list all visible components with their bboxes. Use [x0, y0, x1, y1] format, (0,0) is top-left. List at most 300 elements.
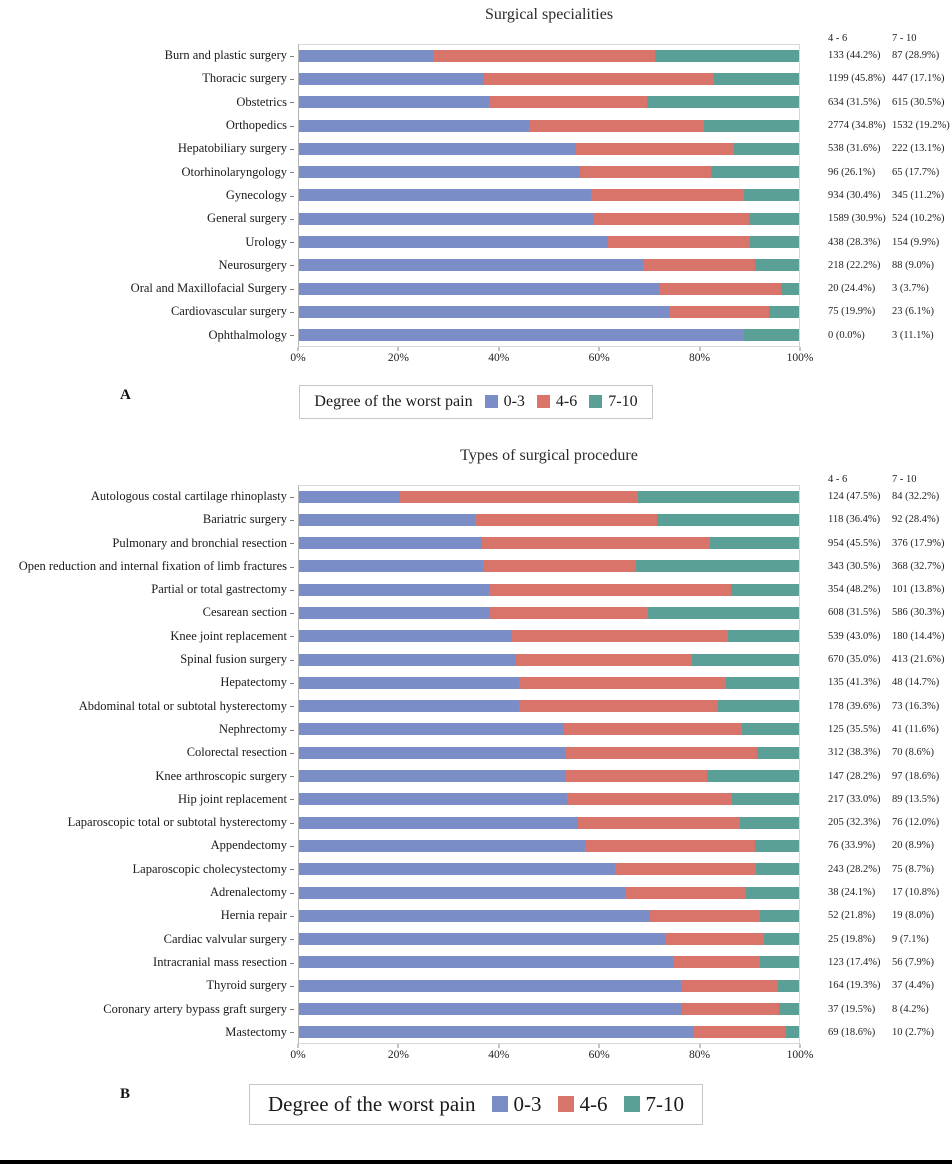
bar-segment-4-6 — [580, 166, 711, 178]
annotation-7-10: 180 (14.4%) — [892, 630, 945, 642]
annotation-4-6: 135 (41.3%) — [828, 677, 881, 689]
bar-cell — [298, 91, 800, 114]
annotation-header-row — [0, 24, 952, 44]
chart-row — [0, 508, 952, 531]
bar-segment-0-3 — [298, 887, 625, 899]
annotation-4-6: 539 (43.0%) — [828, 630, 881, 642]
category-tick-icon — [290, 846, 294, 847]
annotation-7-10: 97 (18.6%) — [892, 770, 940, 782]
annotation-4-6: 538 (31.6%) — [828, 143, 881, 155]
bar-segment-0-3 — [298, 236, 608, 248]
category-tick-icon — [290, 149, 294, 150]
bar-cell — [298, 300, 800, 323]
panel-label-a: A — [120, 386, 131, 403]
annotation-7-10: 70 (8.6%) — [892, 747, 934, 759]
chart-footer — [0, 385, 952, 419]
stacked-bar — [298, 259, 800, 271]
chart-row — [0, 741, 952, 764]
bar-segment-4-6 — [585, 840, 755, 852]
annotation-7-10: 586 (30.3%) — [892, 607, 945, 619]
annotation-7-10: 1532 (19.2%) — [892, 120, 950, 132]
bar-segment-0-3 — [298, 514, 475, 526]
annotation-7-10: 75 (8.7%) — [892, 863, 934, 875]
category-tick-icon — [290, 776, 294, 777]
annotation-7-10: 615 (30.5%) — [892, 96, 945, 108]
category-label: Orthopedics — [0, 118, 298, 133]
chart-row — [0, 207, 952, 230]
annotation-4-6: 178 (39.6%) — [828, 700, 881, 712]
legend-swatch-0-3 — [485, 395, 498, 408]
category-label: Hernia repair — [0, 908, 298, 923]
bar-segment-7-10 — [657, 514, 800, 526]
bar-segment-4-6 — [591, 189, 744, 201]
stacked-bar — [298, 677, 800, 689]
chart-row — [0, 91, 952, 114]
annotation-header-7-10: 7 - 10 — [892, 33, 917, 44]
chart-row — [0, 114, 952, 137]
bar-segment-0-3 — [298, 166, 580, 178]
plot-rows — [0, 485, 952, 1044]
legend-title: Degree of the worst pain — [267, 1091, 476, 1116]
category-tick-icon — [290, 636, 294, 637]
bar-cell — [298, 625, 800, 648]
bar-cell — [298, 324, 800, 347]
chart-row — [0, 300, 952, 323]
bar-segment-4-6 — [490, 607, 648, 619]
bar-segment-4-6 — [482, 537, 710, 549]
bar-segment-7-10 — [728, 630, 800, 642]
annotation-4-6: 1199 (45.8%) — [828, 73, 886, 85]
bar-segment-4-6 — [489, 96, 647, 108]
plot-area — [0, 44, 952, 347]
bar-segment-7-10 — [744, 189, 800, 201]
category-label: Laparoscopic cholecystectomy — [0, 862, 298, 877]
bar-segment-4-6 — [669, 306, 769, 318]
category-label: Oral and Maxillofacial Surgery — [0, 281, 298, 296]
annotation-4-6: 96 (26.1%) — [828, 166, 876, 178]
bar-cell — [298, 741, 800, 764]
annotation-4-6: 69 (18.6%) — [828, 1026, 876, 1038]
stacked-bar — [298, 329, 800, 341]
annotation-7-10: 48 (14.7%) — [892, 677, 940, 689]
bar-segment-0-3 — [298, 723, 564, 735]
bar-segment-7-10 — [692, 654, 800, 666]
bar-cell — [298, 485, 800, 508]
category-label: Hepatectomy — [0, 675, 298, 690]
annotation-4-6: 934 (30.4%) — [828, 189, 881, 201]
x-tick-mark — [398, 1044, 399, 1048]
bar-segment-7-10 — [718, 700, 800, 712]
stacked-bar — [298, 166, 800, 178]
stacked-bar — [298, 793, 800, 805]
bar-segment-7-10 — [711, 166, 800, 178]
bar-cell — [298, 974, 800, 997]
stacked-bar — [298, 514, 800, 526]
bar-segment-0-3 — [298, 560, 483, 572]
chart-row — [0, 951, 952, 974]
category-tick-icon — [290, 335, 294, 336]
bar-segment-0-3 — [298, 73, 484, 85]
bar-segment-0-3 — [298, 96, 489, 108]
legend-swatch-7-10 — [624, 1096, 640, 1112]
annotation-7-10: 3 (3.7%) — [892, 283, 929, 295]
category-label: Thyroid surgery — [0, 978, 298, 993]
legend — [299, 385, 652, 419]
bar-cell — [298, 648, 800, 671]
annotation-7-10: 76 (12.0%) — [892, 817, 940, 829]
category-tick-icon — [290, 613, 294, 614]
stacked-bar — [298, 607, 800, 619]
chart-row — [0, 485, 952, 508]
category-label: Partial or total gastrectomy — [0, 582, 298, 597]
category-label: Mastectomy — [0, 1025, 298, 1040]
category-label: Otorhinolaryngology — [0, 165, 298, 180]
x-tick-mark — [599, 1044, 600, 1048]
annotation-4-6: 76 (33.9%) — [828, 840, 876, 852]
bar-cell — [298, 578, 800, 601]
bar-segment-7-10 — [648, 607, 800, 619]
category-label: Open reduction and internal fixation of limb fractures — [0, 559, 298, 574]
category-tick-icon — [290, 79, 294, 80]
bar-cell — [298, 531, 800, 554]
x-tick-label: 60% — [588, 1048, 610, 1061]
legend-label-4-6: 4-6 — [555, 392, 578, 410]
category-label: Knee joint replacement — [0, 629, 298, 644]
annotation-4-6: 205 (32.3%) — [828, 817, 881, 829]
legend-swatch-0-3 — [492, 1096, 508, 1112]
chart-row — [0, 904, 952, 927]
category-label: Cardiac valvular surgery — [0, 932, 298, 947]
x-tick-label: 0% — [290, 1048, 306, 1061]
bar-segment-0-3 — [298, 793, 567, 805]
annotation-7-10: 56 (7.9%) — [892, 956, 934, 968]
annotation-7-10: 101 (13.8%) — [892, 584, 945, 596]
bar-segment-7-10 — [726, 677, 800, 689]
stacked-bar — [298, 213, 800, 225]
chart-row — [0, 44, 952, 67]
bar-cell — [298, 834, 800, 857]
legend-swatch-7-10 — [589, 395, 602, 408]
bar-segment-4-6 — [643, 259, 754, 271]
bar-segment-4-6 — [519, 677, 726, 689]
bar-segment-7-10 — [778, 980, 800, 992]
bar-segment-7-10 — [749, 213, 800, 225]
bar-segment-7-10 — [734, 143, 800, 155]
bar-segment-0-3 — [298, 189, 591, 201]
stacked-bar — [298, 840, 800, 852]
x-tick-mark — [599, 347, 600, 351]
bar-segment-4-6 — [512, 630, 728, 642]
stacked-bar — [298, 50, 800, 62]
annotation-4-6: 354 (48.2%) — [828, 584, 881, 596]
category-tick-icon — [290, 126, 294, 127]
stacked-bar — [298, 887, 800, 899]
annotation-header-row — [0, 465, 952, 485]
annotation-4-6: 2774 (34.8%) — [828, 120, 886, 132]
annotation-4-6: 218 (22.2%) — [828, 259, 881, 271]
category-label: Hip joint replacement — [0, 792, 298, 807]
chart-row — [0, 881, 952, 904]
category-label: Appendectomy — [0, 838, 298, 853]
bar-segment-7-10 — [755, 259, 800, 271]
legend-title: Degree of the worst pain — [314, 392, 473, 410]
annotation-4-6: 954 (45.5%) — [828, 537, 881, 549]
x-tick-mark — [398, 347, 399, 351]
chart-title: Types of surgical procedure — [460, 446, 638, 464]
bar-cell — [298, 114, 800, 137]
annotation-4-6: 0 (0.0%) — [828, 329, 865, 341]
stacked-bar — [298, 491, 800, 503]
chart-row — [0, 1021, 952, 1044]
annotation-7-10: 20 (8.9%) — [892, 840, 934, 852]
bar-segment-0-3 — [298, 910, 650, 922]
chart-row — [0, 531, 952, 554]
bar-segment-7-10 — [710, 537, 800, 549]
bar-cell — [298, 881, 800, 904]
bar-segment-7-10 — [732, 793, 800, 805]
legend — [249, 1084, 703, 1125]
stacked-bar — [298, 143, 800, 155]
category-tick-icon — [290, 497, 294, 498]
stacked-bar — [298, 120, 800, 132]
bar-segment-0-3 — [298, 213, 594, 225]
chart-row — [0, 184, 952, 207]
annotation-7-10: 19 (8.0%) — [892, 910, 934, 922]
bar-segment-0-3 — [298, 747, 565, 759]
annotation-header-4-6: 4 - 6 — [828, 473, 848, 485]
annotation-7-10: 447 (17.1%) — [892, 73, 945, 85]
stacked-bar — [298, 1003, 800, 1015]
chart-row — [0, 764, 952, 787]
legend-label-4-6: 4-6 — [579, 1091, 608, 1116]
bar-segment-4-6 — [594, 213, 749, 225]
bar-segment-4-6 — [693, 1026, 786, 1038]
plot-area — [0, 485, 952, 1044]
chart-row — [0, 324, 952, 347]
stacked-bar — [298, 817, 800, 829]
annotation-7-10: 87 (28.9%) — [892, 50, 940, 62]
bar-segment-0-3 — [298, 329, 744, 341]
bar-cell — [298, 718, 800, 741]
category-label: Intracranial mass resection — [0, 955, 298, 970]
bar-segment-4-6 — [519, 700, 718, 712]
annotation-4-6: 37 (19.5%) — [828, 1003, 876, 1015]
annotation-4-6: 217 (33.0%) — [828, 793, 881, 805]
stacked-bar — [298, 933, 800, 945]
stacked-bar — [298, 980, 800, 992]
bar-segment-0-3 — [298, 259, 643, 271]
annotation-7-10: 23 (6.1%) — [892, 306, 934, 318]
annotation-7-10: 17 (10.8%) — [892, 887, 940, 899]
bar-segment-0-3 — [298, 630, 512, 642]
category-label: Cardiovascular surgery — [0, 304, 298, 319]
category-label: Coronary artery bypass graft surgery — [0, 1002, 298, 1017]
chart-row — [0, 67, 952, 90]
bar-segment-0-3 — [298, 817, 578, 829]
x-tick-label: 20% — [387, 1048, 409, 1061]
chart-row — [0, 858, 952, 881]
bar-segment-4-6 — [565, 747, 757, 759]
stacked-bar — [298, 236, 800, 248]
bar-segment-7-10 — [781, 283, 800, 295]
category-tick-icon — [290, 799, 294, 800]
x-tick-mark — [699, 1044, 700, 1048]
annotation-7-10: 9 (7.1%) — [892, 933, 929, 945]
x-tick-mark — [800, 347, 801, 351]
bar-segment-4-6 — [529, 120, 704, 132]
category-tick-icon — [290, 543, 294, 544]
chart-row — [0, 254, 952, 277]
stacked-bar — [298, 73, 800, 85]
x-tick-mark — [298, 1044, 299, 1048]
annotation-7-10: 65 (17.7%) — [892, 166, 940, 178]
category-label: Gynecology — [0, 188, 298, 203]
bar-segment-4-6 — [665, 933, 764, 945]
x-axis — [290, 347, 814, 373]
category-tick-icon — [290, 963, 294, 964]
chart-title: Surgical specialities — [484, 6, 614, 23]
stacked-bar — [298, 630, 800, 642]
category-label: Hepatobiliary surgery — [0, 141, 298, 156]
category-label: Neurosurgery — [0, 258, 298, 273]
category-tick-icon — [290, 823, 294, 824]
category-label: General surgery — [0, 211, 298, 226]
category-label: Urology — [0, 235, 298, 250]
bar-cell — [298, 230, 800, 253]
x-tick-label: 100% — [786, 1048, 814, 1061]
bar-segment-0-3 — [298, 933, 665, 945]
bar-segment-4-6 — [516, 654, 692, 666]
bar-segment-4-6 — [681, 1003, 779, 1015]
category-tick-icon — [290, 219, 294, 220]
chart-row — [0, 671, 952, 694]
bar-segment-7-10 — [760, 956, 800, 968]
bar-cell — [298, 67, 800, 90]
x-tick-label: 20% — [387, 351, 409, 364]
category-tick-icon — [290, 939, 294, 940]
bar-segment-7-10 — [704, 120, 800, 132]
bar-segment-4-6 — [565, 770, 707, 782]
stacked-bar — [298, 956, 800, 968]
bar-segment-4-6 — [615, 863, 757, 875]
chart-row — [0, 555, 952, 578]
bar-cell — [298, 788, 800, 811]
category-tick-icon — [290, 289, 294, 290]
annotation-4-6: 20 (24.4%) — [828, 283, 876, 295]
legend-item-0-3 — [485, 393, 525, 411]
bar-segment-4-6 — [681, 980, 778, 992]
category-tick-icon — [290, 683, 294, 684]
annotation-7-10: 524 (10.2%) — [892, 213, 945, 225]
bar-cell — [298, 671, 800, 694]
bar-segment-0-3 — [298, 537, 482, 549]
annotation-7-10: 84 (32.2%) — [892, 491, 940, 502]
stacked-bar — [298, 560, 800, 572]
bar-segment-7-10 — [731, 584, 800, 596]
annotation-4-6: 125 (35.5%) — [828, 723, 881, 735]
category-label: Adrenalectomy — [0, 885, 298, 900]
bar-segment-4-6 — [489, 584, 731, 596]
chart-row — [0, 928, 952, 951]
annotation-4-6: 164 (19.3%) — [828, 980, 881, 992]
bar-segment-4-6 — [484, 73, 714, 85]
category-label: Knee arthroscopic surgery — [0, 769, 298, 784]
chart-row — [0, 718, 952, 741]
bar-cell — [298, 695, 800, 718]
category-tick-icon — [290, 242, 294, 243]
annotation-4-6: 1589 (30.9%) — [828, 213, 886, 225]
annotation-4-6: 608 (31.5%) — [828, 607, 881, 619]
category-label: Burn and plastic surgery — [0, 48, 298, 63]
chart-row — [0, 578, 952, 601]
x-tick-mark — [498, 1044, 499, 1048]
stacked-bar — [298, 747, 800, 759]
bar-segment-0-3 — [298, 491, 400, 503]
bar-segment-7-10 — [744, 329, 800, 341]
bar-cell — [298, 764, 800, 787]
category-label: Thoracic surgery — [0, 71, 298, 86]
annotation-4-6: 52 (21.8%) — [828, 910, 876, 922]
bar-segment-4-6 — [608, 236, 750, 248]
bar-segment-4-6 — [578, 817, 740, 829]
bar-segment-4-6 — [433, 50, 655, 62]
category-tick-icon — [290, 56, 294, 57]
category-tick-icon — [290, 520, 294, 521]
chart-row — [0, 625, 952, 648]
bar-segment-7-10 — [647, 96, 800, 108]
category-tick-icon — [290, 590, 294, 591]
bar-segment-0-3 — [298, 770, 565, 782]
category-tick-icon — [290, 1032, 294, 1033]
annotation-7-10: 37 (4.4%) — [892, 980, 934, 992]
annotation-4-6: 123 (17.4%) — [828, 956, 881, 968]
annotation-7-10: 345 (11.2%) — [892, 189, 945, 201]
bar-segment-7-10 — [638, 491, 800, 503]
annotation-7-10: 222 (13.1%) — [892, 143, 945, 155]
category-tick-icon — [290, 893, 294, 894]
annotation-7-10: 8 (4.2%) — [892, 1003, 929, 1015]
bar-segment-7-10 — [786, 1026, 800, 1038]
bar-segment-7-10 — [636, 560, 800, 572]
plot-rows — [0, 44, 952, 347]
stacked-bar — [298, 306, 800, 318]
category-tick-icon — [290, 869, 294, 870]
x-tick-label: 40% — [488, 351, 510, 364]
stacked-bar — [298, 189, 800, 201]
bar-segment-7-10 — [714, 73, 800, 85]
bar-segment-4-6 — [567, 793, 733, 805]
bar-segment-4-6 — [483, 560, 636, 572]
bar-segment-0-3 — [298, 980, 681, 992]
stacked-bar — [298, 723, 800, 735]
bar-segment-0-3 — [298, 584, 489, 596]
bar-segment-7-10 — [746, 887, 800, 899]
bar-segment-7-10 — [707, 770, 800, 782]
bar-segment-0-3 — [298, 143, 576, 155]
stacked-bar — [298, 863, 800, 875]
bar-segment-0-3 — [298, 1026, 693, 1038]
bar-segment-4-6 — [659, 283, 781, 295]
x-tick-mark — [298, 347, 299, 351]
bar-segment-0-3 — [298, 863, 615, 875]
bar-segment-7-10 — [779, 1003, 800, 1015]
x-tick-label: 80% — [689, 1048, 711, 1061]
annotation-4-6: 25 (19.8%) — [828, 933, 876, 945]
bar-segment-7-10 — [740, 817, 800, 829]
bar-cell — [298, 951, 800, 974]
annotation-4-6: 438 (28.3%) — [828, 236, 881, 248]
bar-segment-4-6 — [475, 514, 658, 526]
